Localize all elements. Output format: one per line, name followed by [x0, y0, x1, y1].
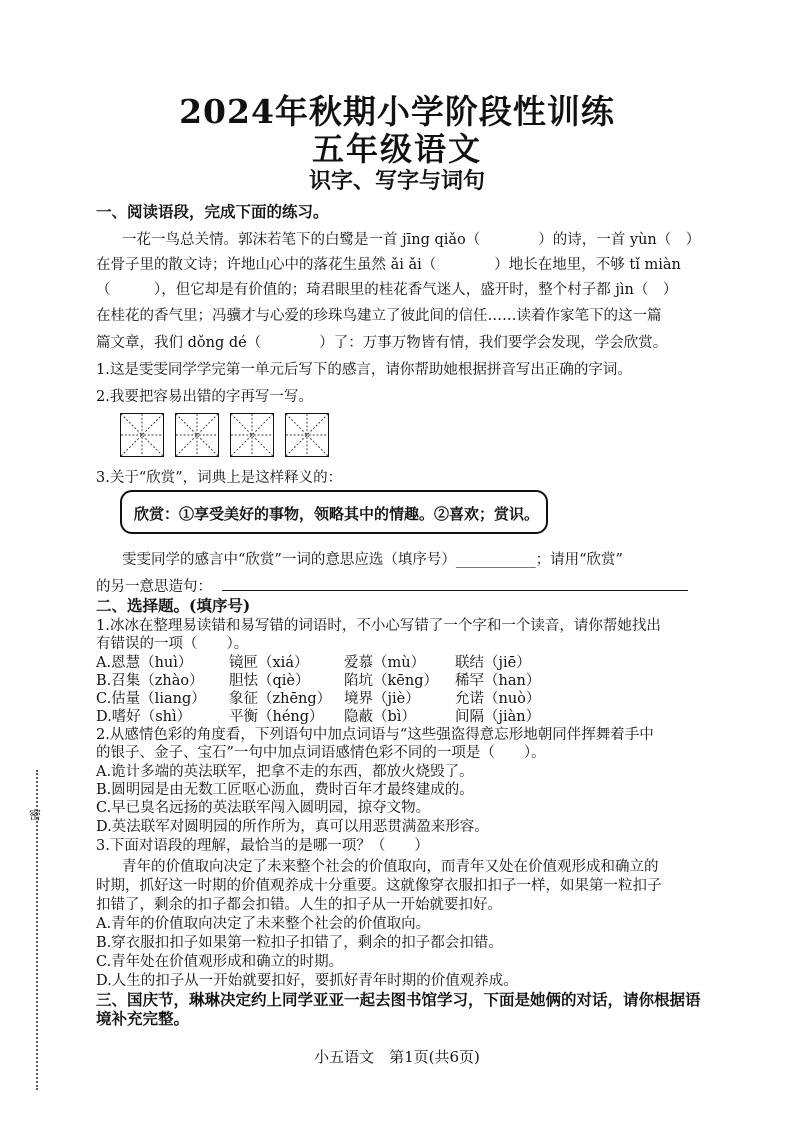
- part1-q3-sentence-prompt: 的另一意思造句：: [96, 579, 212, 595]
- exam-subtitle: 五年级语文: [311, 130, 482, 168]
- q1-option-d-2: 平衡（héng）: [229, 709, 324, 725]
- part2-q1-line-2: 有错误的一项（ ）。: [96, 636, 249, 652]
- q1-option-a-3: 爱慕（mù）: [344, 655, 426, 671]
- part3-heading-line-1: 三、国庆节，琳琳决定约上同学亚亚一起去图书馆学习，下面是她俩的对话，请你根据语: [96, 990, 701, 1009]
- writing-grid-box-1[interactable]: [120, 413, 164, 457]
- exam-title: 2024年秋期小学阶段性训练: [179, 92, 615, 131]
- q3-passage-line-3: 扣错了，剩余的扣子都会扣错。人生的扣子从一开始就要扣好。: [96, 897, 502, 913]
- q1-option-b-4: 稀罕（han）: [455, 673, 541, 689]
- section-title: 识字、写字与词句: [308, 168, 485, 194]
- grid-guide-icon: [176, 414, 218, 456]
- part1-line-3: （ ），但它却是有价值的；琦君眼里的桂花香气迷人，盛开时，整个村子都 jìn（ ）: [96, 282, 678, 298]
- q3-option-a: A.青年的价值取向决定了未来整个社会的价值取向。: [96, 916, 431, 932]
- part2-heading: 二、选择题。(填序号): [96, 596, 251, 615]
- grid-guide-icon: [231, 414, 273, 456]
- definition-box: [120, 490, 548, 534]
- part1-line-5: 篇文章，我们 dǒng dé（ ）了：万事万物皆有情，我们要学会发现，学会欣赏。: [96, 335, 668, 351]
- q1-option-d-3: 隐蔽（bì）: [344, 709, 416, 725]
- part2-q1-line-1: 1.冰冰在整理易读错和易写错的词语时，不小心写错了一个字和一个读音，请你帮她找出: [96, 618, 661, 634]
- q2-option-d: D.英法联军对圆明园的所作所为，真可以用恶贯满盈来形容。: [96, 819, 489, 835]
- part2-q2-line-1: 2.从感情色彩的角度看，下列语句中加点词语与“这些强盗得意忘形地朝同伴挥舞着手中: [96, 727, 654, 743]
- q1-option-b-1: B.召集（zhào）: [96, 673, 204, 689]
- part1-question-1: 1.这是雯雯同学学完第一单元后写下的感言，请你帮助她根据拼音写出正确的字词。: [96, 362, 632, 378]
- part2-q3-line: 3.下面对语段的理解，最恰当的是哪一项？（ ）: [96, 838, 429, 854]
- q1-option-d-4: 间隔（jiàn）: [455, 709, 541, 725]
- part1-question-3: 3.关于“欣赏”，词典上是这样释义的：: [96, 470, 343, 486]
- part1-q3-answer-line: 雯雯同学的感言中“欣赏”一词的意思应选（填序号）___________；请用“欣赏”: [122, 552, 623, 568]
- q3-passage-line-1: 青年的价值取向决定了未来整个社会的价值取向，而青年又处在价值观形成和确立的: [122, 859, 659, 875]
- writing-grid-box-3[interactable]: [230, 413, 274, 457]
- q3-option-d: D.人生的扣子从一开始就要扣好，要抓好青年时期的价值观养成。: [96, 973, 518, 989]
- q1-option-c-2: 象征（zhēng）: [229, 691, 332, 707]
- q3-option-b: B.穿衣服扣扣子如果第一粒扣子扣错了，剩余的扣子都会扣错。: [96, 935, 503, 951]
- part1-line-1: 一花一鸟总关情。郭沫若笔下的白鹭是一首 jīng qiǎo（ ）的诗，一首 yùn（ ）: [122, 232, 701, 248]
- q2-option-c: C.早已臭名远扬的英法联军闯入圆明园，掠夺文物。: [96, 800, 431, 816]
- part3-heading-line-2: 境补充完整。: [96, 1009, 190, 1028]
- sentence-answer-line[interactable]: [222, 590, 688, 591]
- grid-guide-icon: [286, 414, 328, 456]
- q3-option-c: C.青年处在价值观形成和确立的时期。: [96, 954, 344, 970]
- definition-text: 欣赏：①享受美好的事物，领略其中的情趣。②喜欢；赏识。: [134, 505, 540, 523]
- part1-question-2: 2.我要把容易出错的字再写一写。: [96, 389, 313, 405]
- part2-q2-line-2: 的银子、金子、宝石”一句中加点词语感情色彩不同的一项是（ ）。: [96, 745, 546, 761]
- grid-guide-icon: [121, 414, 163, 456]
- q1-option-d-1: D.嗜好（shì）: [96, 709, 192, 725]
- q1-option-a-4: 联结（jiē）: [455, 655, 531, 671]
- q1-option-a-2: 镜匣（xiá）: [229, 655, 309, 671]
- part1-heading: 一、阅读语段，完成下面的练习。: [96, 202, 329, 221]
- q1-option-c-3: 境界（jiè）: [344, 691, 420, 707]
- q1-option-a-1: A.恩慧（huì）: [96, 655, 193, 671]
- q2-option-b: B.圆明园是由无数工匠呕心沥血，费时百年才最终建成的。: [96, 782, 474, 798]
- q1-option-c-4: 允诺（nuò）: [455, 691, 541, 707]
- q3-passage-line-2: 时期，抓好这一时期的价值观养成十分重要。这就像穿衣服扣扣子一样，如果第一粒扣子: [96, 878, 662, 894]
- q2-option-a: A.诡计多端的英法联军，把拿不走的东西，都放火烧毁了。: [96, 764, 474, 780]
- writing-grid-box-4[interactable]: [285, 413, 329, 457]
- part1-line-4: 在桂花的香气里；冯骥才与心爱的珍珠鸟建立了彼此间的信任……读着作家笔下的这一篇: [96, 308, 662, 324]
- writing-grid-box-2[interactable]: [175, 413, 219, 457]
- q1-option-b-3: 陷坑（kēng）: [344, 673, 438, 689]
- binding-margin-mark: 密: [29, 808, 42, 822]
- q1-option-c-1: C.估量（liang）: [96, 691, 206, 707]
- page-footer: 小五语文 第1页(共6页): [314, 1048, 480, 1066]
- part1-line-2: 在骨子里的散文诗；许地山心中的落花生虽然 ǎi ǎi（ ）地长在地里，不够 tǐ miàn: [96, 257, 681, 273]
- q1-option-b-2: 胆怯（qiè）: [229, 673, 310, 689]
